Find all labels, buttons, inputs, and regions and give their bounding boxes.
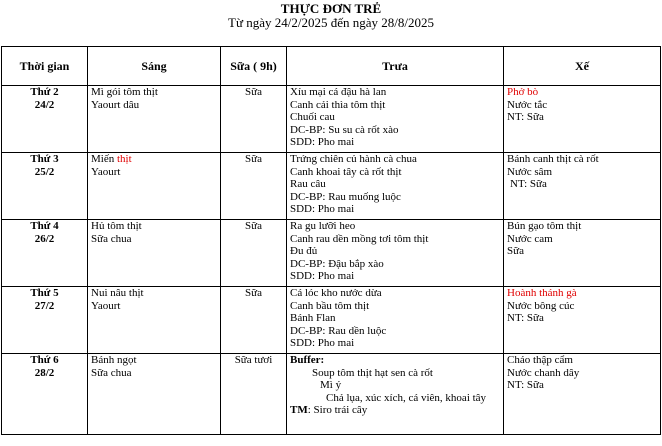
date: 24/2 <box>34 98 55 111</box>
day-cell <box>2 86 88 153</box>
menu-item: SDD: Pho mai <box>290 136 355 148</box>
menu-item: NT: Sữa <box>507 111 544 123</box>
menu-item: Mì gói tôm thịt <box>91 86 158 98</box>
menu-item: Nước chanh dây <box>507 366 580 379</box>
col-header-time: Thời gian <box>2 47 88 86</box>
menu-item: Chả lụa, xúc xích, cá viên, khoai tây <box>326 391 487 404</box>
date: 28/2 <box>34 366 55 379</box>
menu-item: SDD: Pho mai <box>290 270 355 282</box>
menu-item: Canh khoai tây cà rốt thịt <box>290 165 402 178</box>
menu-item: Đu đủ <box>290 245 318 257</box>
milk-cell: Sữa <box>221 153 287 220</box>
date-range: Từ ngày 24/2/2025 đến ngày 28/8/2025 <box>228 15 434 30</box>
menu-item: Ra gu lưỡi heo <box>290 220 356 232</box>
milk-cell: Sữa <box>221 86 287 153</box>
table-row <box>2 86 661 153</box>
menu-item: Yaourt dâu <box>91 98 140 111</box>
menu-item: Trứng chiên củ hành cà chua <box>290 153 417 165</box>
date: 27/2 <box>34 299 55 312</box>
menu-item: Hủ tôm thịt <box>91 220 142 232</box>
menu-item: Canh cải thìa tôm thịt <box>290 98 386 111</box>
day-cell <box>2 287 88 354</box>
lunch-cell <box>287 86 504 153</box>
tm-label: TM <box>290 404 308 416</box>
menu-item: Cháo thập cẩm <box>507 354 573 366</box>
col-header-snack: Xế <box>504 47 661 86</box>
menu-item: Nước tắc <box>507 98 548 111</box>
tm-value: : Siro trái cây <box>307 404 368 416</box>
table-row <box>2 354 661 435</box>
menu-item: Mì ý <box>320 379 342 391</box>
lunch-cell <box>287 354 504 435</box>
lunch-cell <box>287 287 504 354</box>
page-title: THỰC ĐƠN TRẺ <box>280 1 382 16</box>
menu-item: Nui nâu thịt <box>91 287 144 299</box>
menu-item: Rau câu <box>290 178 326 190</box>
date: 25/2 <box>34 165 55 178</box>
day-cell <box>2 153 88 220</box>
table-row <box>2 153 661 220</box>
menu-item: DC-BP: Rau muống luộc <box>290 190 401 203</box>
col-header-lunch: Trưa <box>287 47 504 86</box>
menu-item: SDD: Pho mai <box>290 203 355 215</box>
menu-item: Xíu mại cá đậu hà lan <box>290 86 387 98</box>
menu-item: DC-BP: Đậu bắp xào <box>290 257 384 270</box>
menu-table <box>1 46 661 435</box>
menu-item: Sữa <box>507 245 524 257</box>
menu-item: Bánh ngọt <box>91 354 137 366</box>
weekday: Thứ 2 <box>30 86 59 98</box>
weekday: Thứ 5 <box>30 287 59 299</box>
day-cell <box>2 220 88 287</box>
header-row <box>2 47 661 86</box>
menu-item: Canh rau dền mồng tơi tôm thịt <box>290 232 429 245</box>
table-row <box>2 220 661 287</box>
morning-cell <box>88 354 221 435</box>
snack-cell <box>504 153 661 220</box>
milk-cell: Sữa <box>221 220 287 287</box>
snack-cell <box>504 354 661 435</box>
menu-item: Cá lóc kho nước dừa <box>290 287 382 299</box>
menu-item: Nước bông cúc <box>507 299 575 312</box>
menu-item: SDD: Pho mai <box>290 337 355 349</box>
menu-item: Yaourt <box>91 299 121 312</box>
morning-cell <box>88 153 221 220</box>
menu-item: Chuối cau <box>290 111 335 123</box>
menu-item: NT: Sữa <box>507 312 544 324</box>
weekday: Thứ 3 <box>30 153 59 165</box>
morning-cell <box>88 220 221 287</box>
menu-item: Canh bầu tôm thịt <box>290 299 370 312</box>
menu-item-highlight: thịt <box>116 153 132 165</box>
menu-item: Sữa chua <box>91 366 132 379</box>
menu-item: NT: Sữa <box>510 178 547 190</box>
menu-item: Bánh Flan <box>290 312 336 324</box>
menu-item: Nước cam <box>507 232 553 245</box>
lunch-cell <box>287 220 504 287</box>
milk-cell: Sữa <box>221 287 287 354</box>
weekday: Thứ 4 <box>30 220 59 232</box>
menu-item: DC-BP: Su su cà rốt xào <box>290 123 399 136</box>
menu-item-highlight: Phở bò <box>507 86 539 98</box>
menu-item <box>91 153 217 166</box>
menu-item: NT: Sữa <box>507 379 544 391</box>
snack-cell <box>504 220 661 287</box>
weekday: Thứ 6 <box>30 354 59 366</box>
menu-item: DC-BP: Rau dền luộc <box>290 324 387 337</box>
menu-item: Yaourt <box>91 165 121 178</box>
buffer-label: Buffer: <box>290 354 325 366</box>
col-header-morning: Sáng <box>88 47 221 86</box>
menu-item-highlight: Hoành thánh gà <box>507 287 577 299</box>
date: 26/2 <box>34 232 55 245</box>
morning-cell <box>88 86 221 153</box>
day-cell <box>2 354 88 435</box>
menu-item: Bánh canh thịt cà rốt <box>507 153 599 165</box>
menu-item: Bún gạo tôm thịt <box>507 220 582 232</box>
col-header-milk: Sữa ( 9h) <box>221 47 287 86</box>
lunch-cell <box>287 153 504 220</box>
snack-cell <box>504 86 661 153</box>
menu-item: Nước sâm <box>507 165 553 178</box>
menu-item-text: Miến <box>91 153 117 165</box>
snack-cell <box>504 287 661 354</box>
morning-cell <box>88 287 221 354</box>
table-row <box>2 287 661 354</box>
menu-item: Sữa chua <box>91 232 132 245</box>
menu-item: Soup tôm thịt hạt sen cà rốt <box>312 366 433 379</box>
milk-cell: Sữa tươi <box>221 354 287 435</box>
menu-item <box>290 404 500 417</box>
